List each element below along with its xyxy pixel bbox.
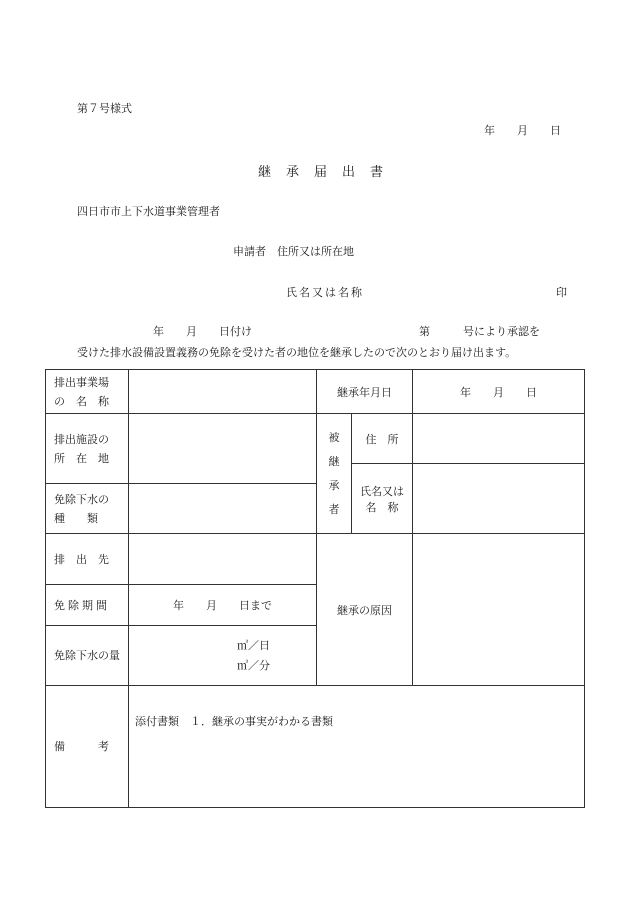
succession-reason-field[interactable] [413,534,585,686]
outlet-label: 排 出 先 [46,534,129,585]
outlet-field[interactable] [129,534,317,585]
statement-text: 受けた排水設備設置義務の免除を受けた者の地位を継承したので次のとおり届け出ます。 [77,346,517,359]
exemption-period-field[interactable]: 年 月 日まで [129,585,317,626]
successor-address-field[interactable] [413,414,585,464]
applicant-address-label: 申請者 住所又は所在地 [233,245,354,258]
succession-date-label: 継承年月日 [317,370,413,414]
facility-location-label: 排出施設の 所 在 地 [46,414,129,484]
reference-number: 第 号により承認を [419,325,540,338]
attachments-text: 添付書類 １．継承の事実がわかる書類 [135,715,333,728]
seal-mark: 印 [556,286,567,299]
facility-name-field[interactable] [129,370,317,414]
succession-date-field[interactable]: 年 月 日 [413,370,585,414]
successor-name-field[interactable] [413,464,585,534]
reference-date: 年 月 日付け [153,325,252,338]
applicant-name-label: 氏名又は名称 [286,286,364,299]
successor-label: 被 継 承 者 [317,414,352,534]
facility-location-field[interactable] [129,414,317,484]
successor-name-label: 氏名又は 名 称 [352,464,413,534]
sewage-amount-label: 免除下水の量 [46,626,129,686]
sewage-type-field[interactable] [129,484,317,534]
sewage-amount-field[interactable]: ㎥／日 ㎥／分 [129,626,317,686]
succession-reason-label: 継承の原因 [317,534,413,686]
date-line: 年 月 日 [484,124,561,137]
remarks-label: 備 考 [46,686,129,808]
exemption-period-label: 免除期間 [46,585,129,626]
recipient: 四日市市上下水道事業管理者 [77,205,220,218]
form-number: 第７号様式 [77,102,132,115]
sewage-type-label: 免除下水の 種 類 [46,484,129,534]
succession-form-table [45,369,585,808]
remarks-field[interactable] [129,686,585,808]
address-label: 住 所 [352,414,413,464]
document-title: 継 承 届 出 書 [258,165,385,180]
facility-name-label: 排出事業場 の 名 称 [46,370,129,414]
